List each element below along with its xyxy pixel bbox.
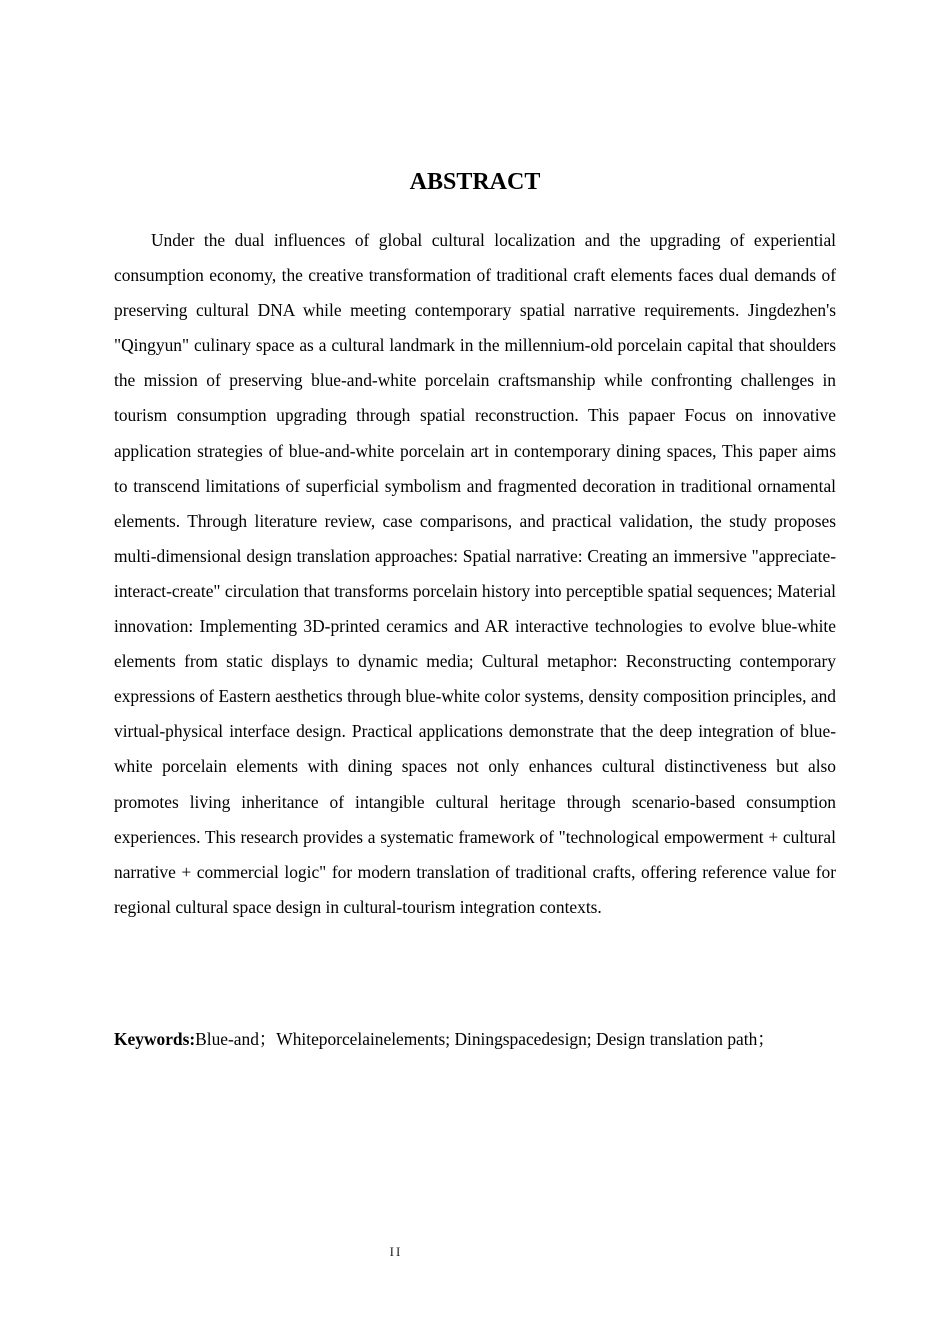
- keywords-label: Keywords:: [114, 1029, 196, 1049]
- abstract-title: ABSTRACT: [409, 169, 541, 195]
- page-number: II: [389, 1244, 403, 1259]
- abstract-body: Under the dual influences of global cultural localization and the upgrading of experiential consumption economy, the creative transformation of traditional craft elements faces dual demands of preserving cultural DNA while meeting contemporary spatial narrative requirements. Jingdezhen's "Qingyun" culinary space as a cultural landmark in the millennium-old porcelain capital that shoulders the mission of preserving blue-and-white porcelain craftsmanship while confronting challenges in tourism consumption upgrading through spatial reconstruction. This papaer Focus on innovative application strategies of blue-and-white porcelain art in contemporary dining spaces, This paper aims to transcend limitations of superficial symbolism and fragmented decoration in traditional ornamental elements. Through literature review, case comparisons, and practical validation, the study proposes multi-dimensional design translation approaches: Spatial narrative: Creating an immersive "appreciate-interact-create" circulation that transforms porcelain history into perceptible spatial sequences; Material innovation: Implementing 3D-printed ceramics and AR interactive technologies to evolve blue-white elements from static displays to dynamic media; Cultural metaphor: Reconstructing contemporary expressions of Eastern aesthetics through blue-white color systems, density composition principles, and virtual-physical interface design. Practical applications demonstrate that the deep integration of blue-white porcelain elements with dining spaces not only enhances cultural distinctiveness but also promotes living inheritance of intangible cultural heritage through scenario-based consumption experiences. This research provides a systematic framework of "technological empowerment + cultural narrative + commercial logic" for modern translation of traditional crafts, offering reference value for regional cultural space design in cultural-tourism integration contexts.: [114, 230, 836, 917]
- keywords-value: Blue-and；Whiteporcelainelements; Diningspacedesign; Design translation path；: [195, 1029, 775, 1049]
- keywords-line: [114, 1023, 854, 1055]
